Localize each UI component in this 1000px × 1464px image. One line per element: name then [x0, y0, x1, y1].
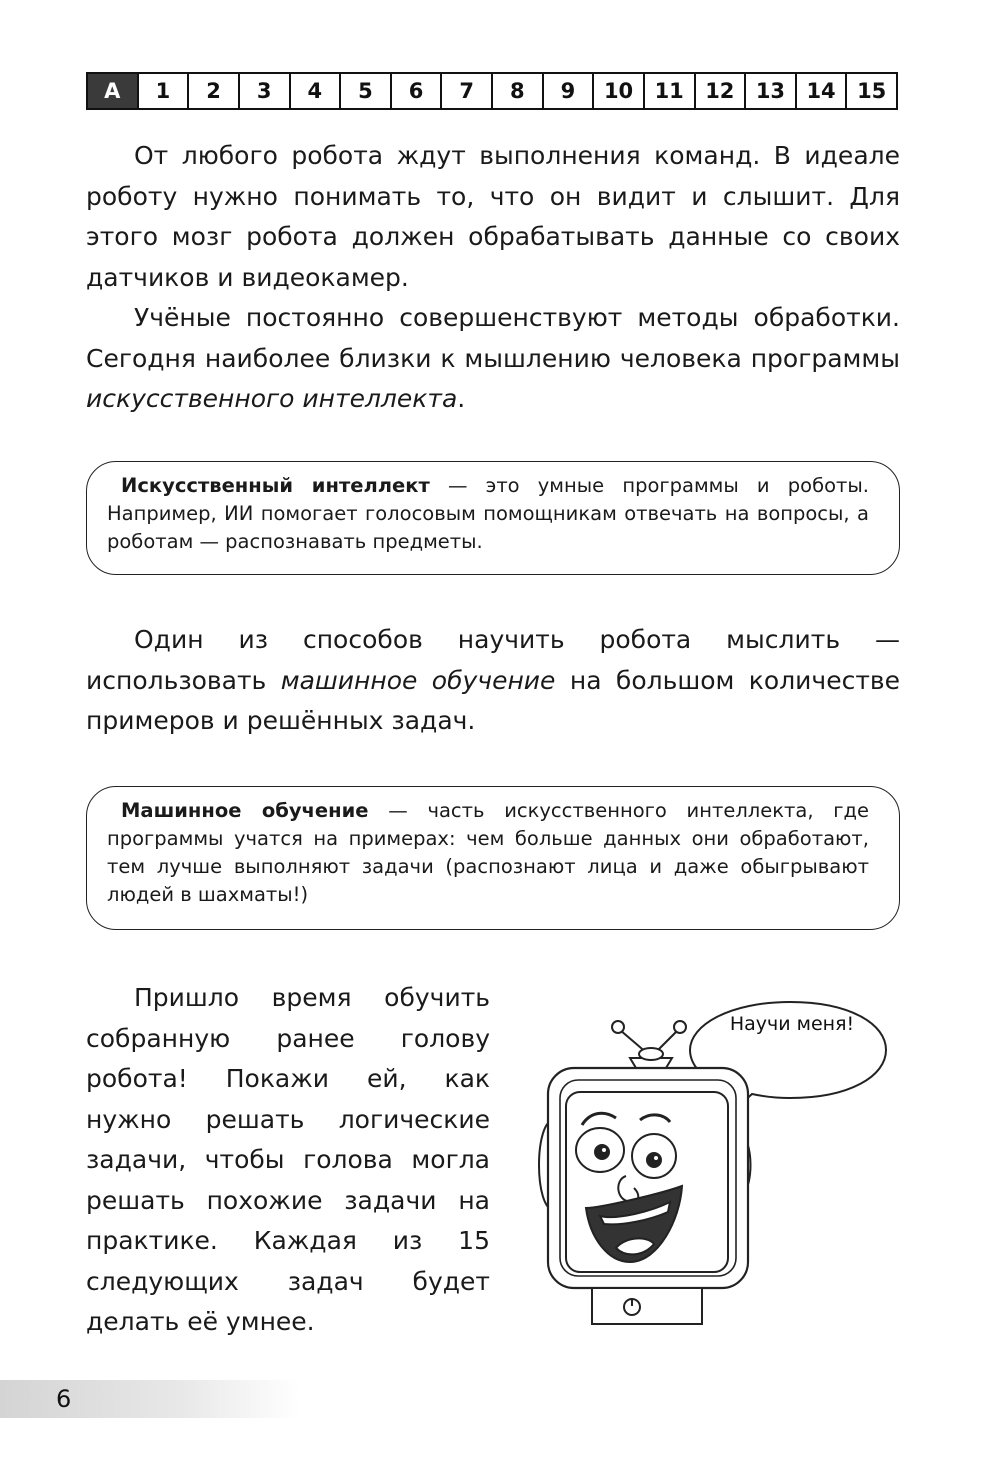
closing-paragraph: [86, 978, 490, 1343]
ml-definition-text: — часть искусственного интеллекта, где программы учатся на примерах: чем больше данных они обработают, тем лучше выполняют задачи (распознают лица и даже обыгрывают людей в шахматы!): [107, 799, 869, 906]
nav-cell-2[interactable]: 2: [189, 74, 240, 108]
nav-cell-10[interactable]: 10: [594, 74, 645, 108]
ai-term-italic: искусственного интеллекта: [86, 384, 458, 413]
ml-paragraph: [86, 620, 900, 742]
nav-cell-a[interactable]: A: [88, 74, 139, 108]
nav-cell-15[interactable]: 15: [847, 74, 896, 108]
antenna-icon: [612, 1021, 686, 1068]
intro-text-1: От любого робота ждут выполнения команд. В идеале роботу нужно понимать то, что он видит и слышит. Для этого мозг робота должен обрабатывать данные со своих датчиков и видеокамер.: [86, 141, 900, 292]
nav-cell-3[interactable]: 3: [240, 74, 291, 108]
nav-cell-11[interactable]: 11: [645, 74, 696, 108]
nav-cell-4[interactable]: 4: [291, 74, 342, 108]
closing-text: Пришло время обучить собранную ранее голову робота! Покажи ей, как нужно решать логические задачи, чтобы голова могла решать похожие задачи на практике. Каждая из 15 следующих задач будет делать её умнее.: [86, 983, 490, 1336]
nav-cell-1[interactable]: 1: [139, 74, 190, 108]
speech-bubble-text: Научи меня!: [729, 1013, 855, 1035]
ai-definition-text: — это умные программы и роботы. Например, ИИ помогает голосовым помощникам отвечать на вопросы, а роботам — распознавать предметы.: [107, 474, 869, 553]
nav-cell-6[interactable]: 6: [392, 74, 443, 108]
ml-definition-term: Машинное обучение: [121, 799, 369, 822]
ml-text-lead: Один из способов научить робота мыслить — использовать: [86, 625, 900, 695]
intro-text-2: Учёные постоянно совершенствуют методы обработки. Сегодня наиболее близки к мышлению человека программы: [86, 303, 900, 373]
footer-band: [0, 1380, 300, 1418]
ml-definition-box: [86, 786, 900, 930]
nav-cell-8[interactable]: 8: [493, 74, 544, 108]
ml-text-end: на большом количестве примеров и решённых задач.: [86, 665, 901, 735]
page-number: 6: [56, 1385, 72, 1413]
nav-cell-14[interactable]: 14: [797, 74, 848, 108]
ai-definition-box: [86, 461, 900, 575]
ml-term-italic: машинное обучение: [280, 665, 556, 695]
intro-paragraph-1: [86, 136, 900, 298]
nav-cell-7[interactable]: 7: [442, 74, 493, 108]
nav-cell-5[interactable]: 5: [341, 74, 392, 108]
nav-cell-9[interactable]: 9: [544, 74, 595, 108]
task-navigation: [86, 72, 898, 110]
nav-cell-12[interactable]: 12: [696, 74, 747, 108]
intro-text-2-end: .: [457, 384, 466, 413]
nav-cell-13[interactable]: 13: [746, 74, 797, 108]
intro-paragraph-2: [86, 298, 900, 420]
ai-definition-term: Искусственный интеллект: [121, 474, 430, 497]
